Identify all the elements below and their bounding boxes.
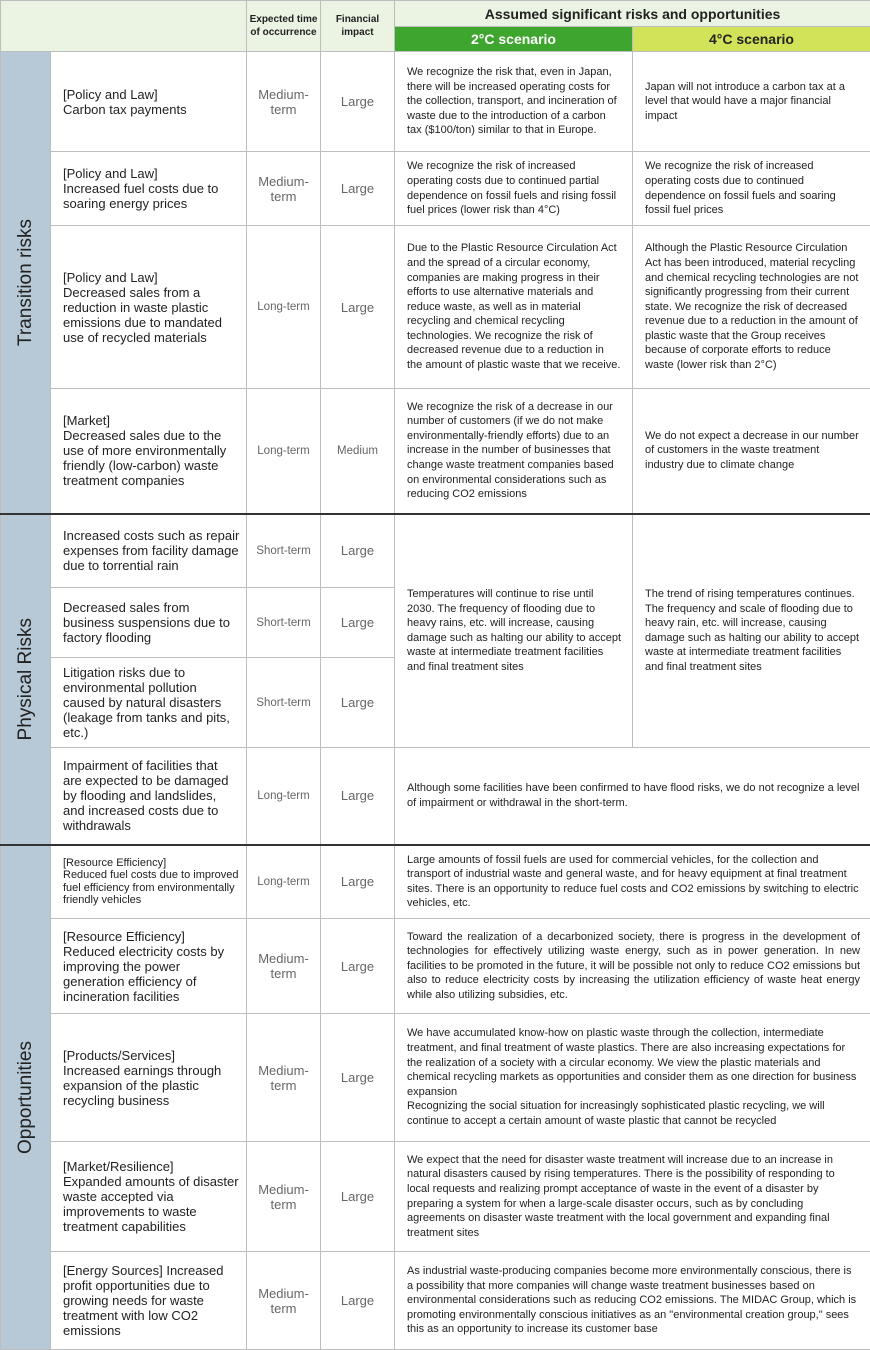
desc-4c: We do not expect a decrease in our number of customers in the waste treatment industry due to climate change	[633, 389, 870, 514]
desc-2c: We recognize the risk that, even in Japan, there will be increased operating costs for the collection, transport, and incineration of waste due to the introduction of a carbon tax ($100/ton) similar to that in Europe.	[395, 52, 633, 152]
expected-time: Medium-term	[247, 1142, 321, 1252]
table-row	[1, 748, 870, 845]
expected-time: Medium-term	[247, 1014, 321, 1142]
financial-impact: Large	[321, 1142, 395, 1252]
table-row	[1, 514, 870, 588]
category-label: Transition risks	[14, 218, 36, 346]
category-physical	[1, 514, 51, 845]
header-row	[1, 1, 870, 27]
expected-time: Medium-term	[247, 919, 321, 1014]
table-row	[1, 1014, 870, 1142]
financial-impact: Large	[321, 658, 395, 748]
desc-2c: Temperatures will continue to rise until 2030. The frequency of flooding due to heavy rains, etc. will increase, causing damage such as halting our ability to accept waste at intermediate treatment facilities and final treatment sites	[395, 514, 633, 748]
opportunity-item: [Resource Efficiency] Reduced fuel costs due to improved fuel efficiency from environmentally friendly vehicles	[51, 845, 247, 919]
expected-time: Medium-term	[247, 152, 321, 226]
opportunity-item: [Resource Efficiency] Reduced electricity costs by improving the power generation efficiency of incineration facilities	[51, 919, 247, 1014]
risk-item: Increased costs such as repair expenses from facility damage due to torrential rain	[51, 514, 247, 588]
category-opportunities	[1, 845, 51, 1350]
header-blank	[1, 1, 247, 52]
risk-item: [Policy and Law] Decreased sales from a reduction in waste plastic emissions due to mandated use of recycled materials	[51, 226, 247, 389]
table-row	[1, 152, 870, 226]
expected-time: Long-term	[247, 845, 321, 919]
table-row	[1, 226, 870, 389]
desc-2c: Due to the Plastic Resource Circulation Act and the spread of a circular economy, companies are making progress in their efforts to use alternative materials and reduce waste, as well as in material recycling and chemical recycling technologies. We recognize the risk of decreased revenue due to a reduction in the amount of plastic waste that we receive.	[395, 226, 633, 389]
desc-opportunity: As industrial waste-producing companies become more environmentally conscious, there is a possibility that more companies will change waste treatment businesses based on environmental considerations such as reducing CO2 emissions. The MIDAC Group, which is promoting environmentally conscious initiatives as an "environmental creation group," sees this as an opportunity to increase its customer base	[395, 1252, 870, 1350]
category-label: Physical Risks	[14, 617, 36, 741]
desc-opportunity: We expect that the need for disaster waste treatment will increase due to an increase in natural disasters caused by rising temperatures. There is the possibility of responding to local requests and realizing prompt acceptance of waste in the event of a disaster by preparing a system for when a large-scale disaster occurs, such as by concluding agreements on disaster waste treatment with the local government and expanding final treatment sites	[395, 1142, 870, 1252]
risk-item: [Market] Decreased sales due to the use of more environmentally friendly (low-carbon) waste treatment companies	[51, 389, 247, 514]
desc-2c: We recognize the risk of increased operating costs due to continued partial dependence on fossil fuels and rising fossil fuel prices (lower risk than 4°C)	[395, 152, 633, 226]
header-assumed: Assumed significant risks and opportunities	[395, 1, 870, 27]
opportunity-item: [Energy Sources] Increased profit opportunities due to growing needs for waste treatment with low CO2 emissions	[51, 1252, 247, 1350]
desc-impairment: Although some facilities have been confirmed to have flood risks, we do not recognize a level of impairment or withdrawal in the short-term.	[395, 748, 870, 845]
table-row	[1, 1252, 870, 1350]
header-expected-time: Expected time of occurrence	[247, 1, 321, 52]
expected-time: Medium-term	[247, 52, 321, 152]
financial-impact: Medium	[321, 389, 395, 514]
category-label: Opportunities	[14, 1040, 36, 1154]
risk-item: Litigation risks due to environmental pollution caused by natural disasters (leakage from tanks and pits, etc.)	[51, 658, 247, 748]
opportunity-item: [Market/Resilience] Expanded amounts of disaster waste accepted via improvements to waste treatment capabilities	[51, 1142, 247, 1252]
desc-opportunity: Large amounts of fossil fuels are used for commercial vehicles, for the collection and transport of industrial waste and general waste, and for heavy equipment at final treatment sites. There is an opportunity to reduce fuel costs and CO2 emissions by switching to electric vehicles, etc.	[395, 845, 870, 919]
table-row	[1, 1142, 870, 1252]
desc-4c: Although the Plastic Resource Circulation Act has been introduced, material recycling and chemical recycling technologies are not significantly progressing from their current state. We recognize the risk of decreased revenue due to a reduction in the amount of plastic waste that the Group receives because of corporate efforts to reduce waste (lower risk than 2°C)	[633, 226, 870, 389]
expected-time: Long-term	[247, 748, 321, 845]
table-row	[1, 389, 870, 514]
desc-2c: We recognize the risk of a decrease in our number of customers (if we do not make environmentally-friendly efforts) due to an increase in the number of businesses that change waste treatment companies based on environmental considerations such as reducing CO2 emissions	[395, 389, 633, 514]
financial-impact: Large	[321, 1014, 395, 1142]
header-4c-scenario: 4°C scenario	[633, 27, 870, 52]
desc-4c: The trend of rising temperatures continues. The frequency and scale of flooding due to heavy rain, etc. will increase, causing damage such as halting our ability to accept waste at intermediate treatment facilities and final treatment sites	[633, 514, 870, 748]
desc-4c: We recognize the risk of increased operating costs due to continued dependence on fossil fuels and soaring fossil fuel prices	[633, 152, 870, 226]
financial-impact: Large	[321, 919, 395, 1014]
expected-time: Short-term	[247, 658, 321, 748]
expected-time: Long-term	[247, 389, 321, 514]
header-financial-impact: Financial impact	[321, 1, 395, 52]
financial-impact: Large	[321, 52, 395, 152]
risk-item: [Policy and Law] Carbon tax payments	[51, 52, 247, 152]
table-row	[1, 52, 870, 152]
financial-impact: Large	[321, 152, 395, 226]
financial-impact: Large	[321, 226, 395, 389]
header-2c-scenario: 2°C scenario	[395, 27, 633, 52]
expected-time: Short-term	[247, 514, 321, 588]
desc-opportunity: We have accumulated know-how on plastic waste through the collection, intermediate treatment, and final treatment of waste plastics. There are also increasing expectations for the realization of a society with a circular economy. We view the plastic materials and chemical recycling markets as opportunities and consider them as one direction for business expansion Recognizing the social situation for increasingly sophisticated plastic recycling, we will continue to accept a certain amount of waste plastic that cannot be recycled	[395, 1014, 870, 1142]
table-row	[1, 845, 870, 919]
financial-impact: Large	[321, 845, 395, 919]
expected-time: Short-term	[247, 588, 321, 658]
table-row	[1, 919, 870, 1014]
category-transition	[1, 52, 51, 514]
financial-impact: Large	[321, 514, 395, 588]
opportunity-item: [Products/Services] Increased earnings through expansion of the plastic recycling business	[51, 1014, 247, 1142]
desc-opportunity: Toward the realization of a decarbonized society, there is progress in the development of technologies for effectively utilizing waste energy, such as in power generation. In new facilities to be promoted in the future, it will be possible not only to reduce CO2 emissions but also to reduce electricity costs by increasing the utilization efficiency of waste heat energy while also utilizing subsidies, etc.	[395, 919, 870, 1014]
desc-4c: Japan will not introduce a carbon tax at a level that would have a major financial impact	[633, 52, 870, 152]
risk-item: Decreased sales from business suspensions due to factory flooding	[51, 588, 247, 658]
financial-impact: Large	[321, 1252, 395, 1350]
financial-impact: Large	[321, 748, 395, 845]
expected-time: Medium-term	[247, 1252, 321, 1350]
financial-impact: Large	[321, 588, 395, 658]
risk-item: Impairment of facilities that are expected to be damaged by flooding and landslides, and increased costs due to withdrawals	[51, 748, 247, 845]
expected-time: Long-term	[247, 226, 321, 389]
risk-item: [Policy and Law] Increased fuel costs due to soaring energy prices	[51, 152, 247, 226]
